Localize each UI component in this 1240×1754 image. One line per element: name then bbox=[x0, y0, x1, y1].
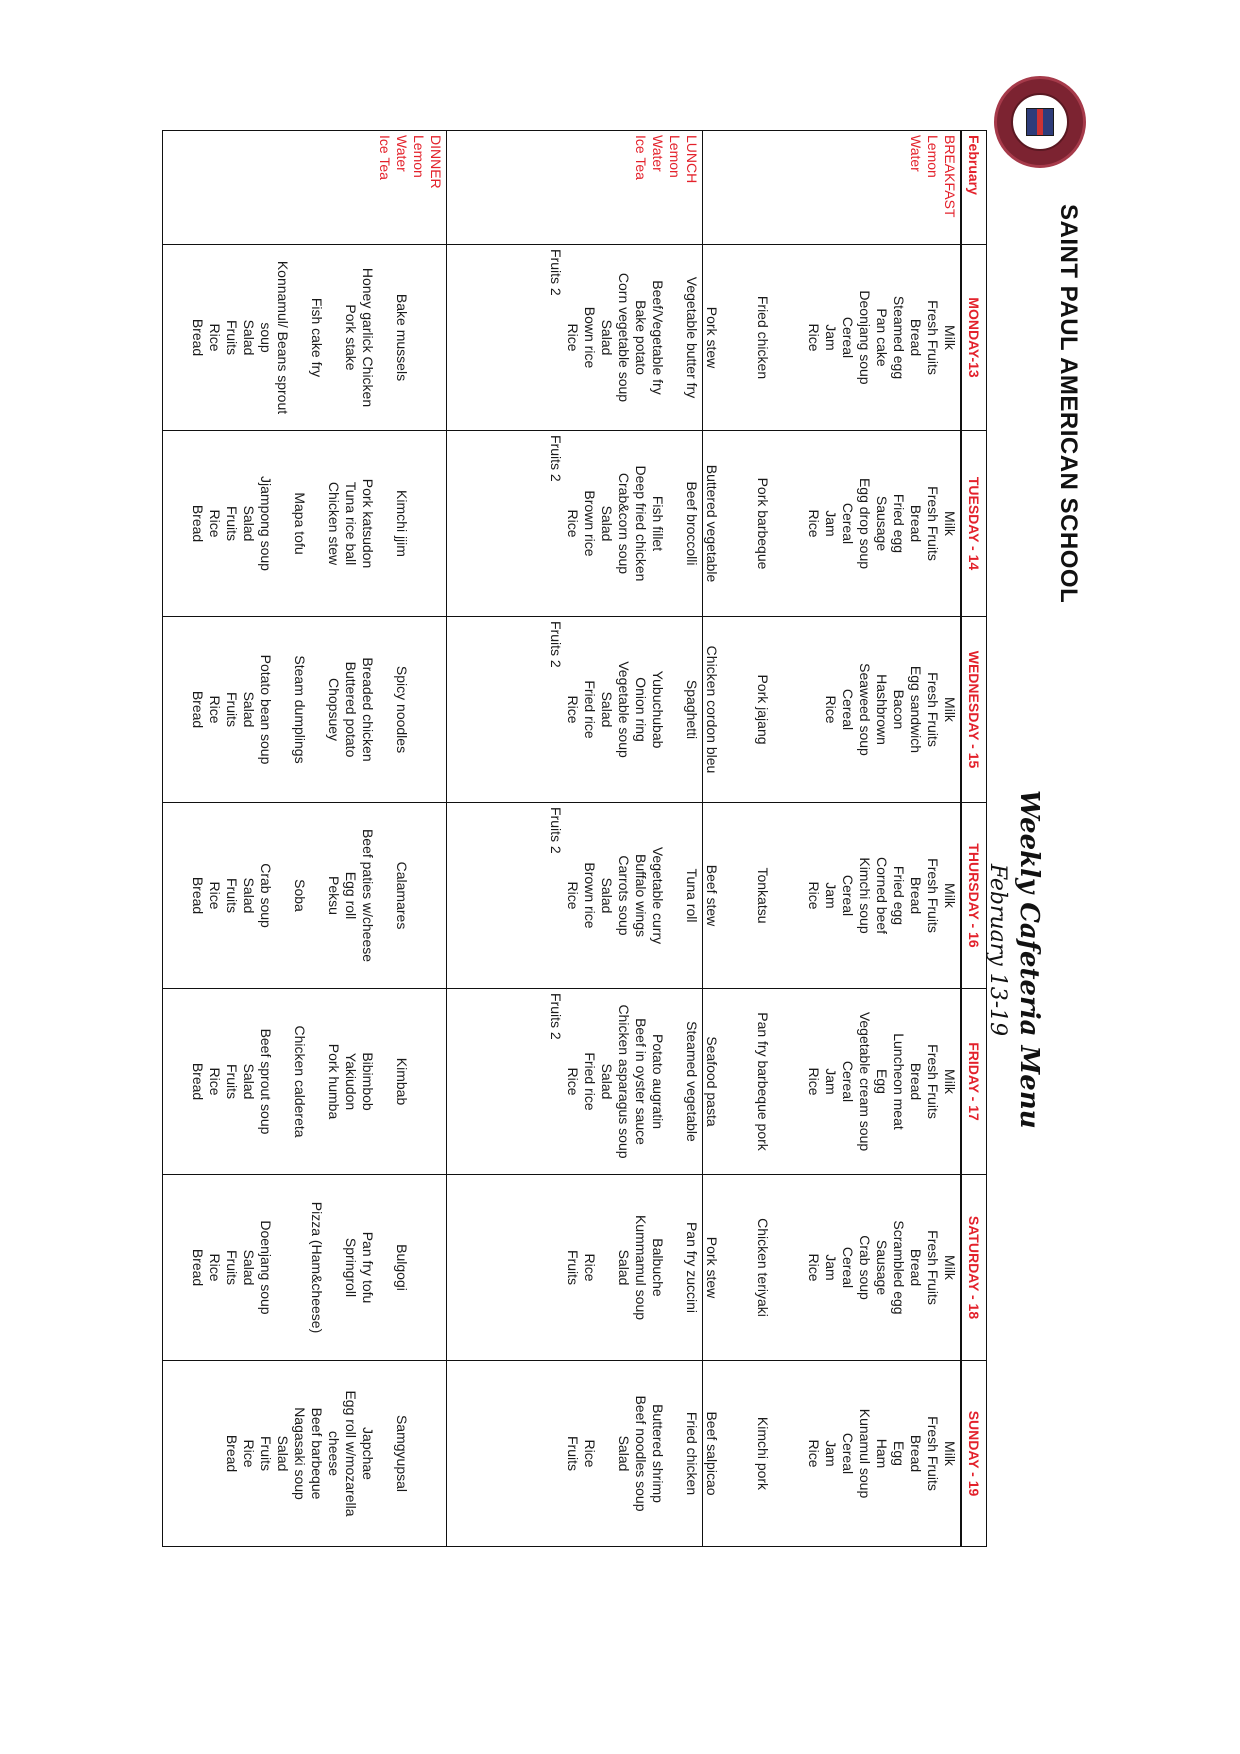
menu-item: Rice bbox=[806, 881, 822, 910]
school-logo-icon bbox=[994, 76, 1086, 168]
menu-item: Bown rice bbox=[582, 306, 598, 369]
breakfast-label-line: Lemon bbox=[925, 135, 941, 178]
menu-item: Pork stew bbox=[704, 1236, 720, 1299]
menu-item: Vegetable soup bbox=[616, 661, 632, 758]
menu-item: Fruits 2 bbox=[548, 621, 564, 668]
menu-item: Fish cake fry bbox=[309, 297, 325, 378]
logo-crest bbox=[1026, 108, 1054, 136]
menu-item: Salad bbox=[599, 1063, 615, 1100]
menu-item: Rice bbox=[241, 1439, 257, 1468]
menu-item: Fresh Fruits bbox=[925, 1416, 941, 1491]
menu-item: Seafood pasta bbox=[704, 1036, 720, 1127]
menu-item: Rice bbox=[207, 323, 223, 352]
menu-item: Rice bbox=[207, 1067, 223, 1096]
menu-item: Chicken stew bbox=[326, 481, 342, 566]
menu-item: Rice bbox=[565, 695, 581, 724]
menu-item: Rice bbox=[565, 881, 581, 910]
menu-item: Steamed vegetable bbox=[684, 1021, 700, 1142]
menu-item: Crab soup bbox=[258, 863, 274, 928]
menu-item: Fresh Fruits bbox=[925, 858, 941, 933]
menu-item: Deep fried chicken bbox=[633, 465, 649, 582]
menu-item: Salad bbox=[241, 691, 257, 728]
menu-dates: February 13-19 bbox=[985, 863, 1010, 1037]
menu-item: Deonjang soup bbox=[857, 290, 873, 385]
dinner-label-line: Lemon bbox=[411, 135, 427, 178]
menu-item: Bread bbox=[224, 1434, 240, 1473]
menu-item: Egg drop soup bbox=[857, 477, 873, 570]
menu-item: Hashbrown bbox=[874, 674, 890, 745]
menu-item: Jam bbox=[823, 1068, 839, 1095]
menu-item: Chopsuey bbox=[326, 677, 342, 742]
menu-item: Brown rice bbox=[582, 490, 598, 557]
menu-item: Springroll bbox=[343, 1237, 359, 1298]
menu-item: Kimchi pork bbox=[755, 1416, 771, 1491]
lunch-label-cell bbox=[447, 131, 703, 245]
menu-item: Fruits 2 bbox=[548, 807, 564, 854]
menu-item: Spicy noodles bbox=[394, 665, 410, 754]
menu-item: Bake mussels bbox=[394, 293, 410, 382]
menu-item: Jam bbox=[823, 324, 839, 351]
menu-item: Salad bbox=[241, 877, 257, 914]
menu-item: Rice bbox=[207, 1253, 223, 1282]
day-header: THURSDAY - 16 bbox=[961, 803, 987, 989]
menu-item: Potato augratin bbox=[650, 1034, 666, 1129]
menu-item: Nagasaki soup bbox=[292, 1407, 308, 1500]
menu-item: Pan fry barbeque pork bbox=[755, 1012, 771, 1151]
logo-ring bbox=[1011, 93, 1069, 151]
menu-item: Yakiudon bbox=[343, 1052, 359, 1111]
lunch-label-line: Lemon bbox=[667, 135, 683, 178]
menu-item: Cereal bbox=[840, 1246, 856, 1289]
menu-item: Bake potato bbox=[633, 300, 649, 375]
lunch-cell bbox=[447, 803, 703, 989]
lunch-cell bbox=[447, 617, 703, 803]
menu-item: Bacon bbox=[891, 689, 907, 730]
menu-item: Jam bbox=[823, 510, 839, 537]
menu-item: Seaweed soup bbox=[857, 663, 873, 756]
menu-item: Milk bbox=[942, 511, 958, 536]
breakfast-cell bbox=[703, 617, 962, 803]
menu-item: Fried chicken bbox=[755, 295, 771, 380]
menu-item: Buttered vegetable bbox=[704, 464, 720, 583]
dinner-cell bbox=[163, 617, 447, 803]
menu-item: Cereal bbox=[840, 688, 856, 731]
menu-item: Soba bbox=[292, 879, 308, 912]
menu-item: Bread bbox=[908, 504, 924, 543]
menu-item: Jam bbox=[823, 1254, 839, 1281]
menu-item: Beef sprout soup bbox=[258, 1028, 274, 1135]
menu-item: Fried egg bbox=[891, 493, 907, 554]
menu-item: Pork humba bbox=[326, 1043, 342, 1120]
lunch-cell bbox=[447, 1175, 703, 1361]
menu-item: Breaded chicken bbox=[360, 657, 376, 762]
lunch-label-line: Ice Tea bbox=[633, 135, 649, 180]
menu-item: Fried chicken bbox=[684, 1411, 700, 1496]
menu-item: Brown rice bbox=[582, 862, 598, 929]
menu-item: Fruits bbox=[224, 506, 240, 541]
breakfast-label-line: BREAKFAST bbox=[942, 135, 958, 218]
menu-item: Fresh Fruits bbox=[925, 1044, 941, 1119]
breakfast-label-line: Water bbox=[908, 135, 924, 172]
menu-item: Milk bbox=[942, 325, 958, 350]
menu-item: Fruits bbox=[224, 878, 240, 913]
dinner-cell bbox=[163, 803, 447, 989]
lunch-cell bbox=[447, 989, 703, 1175]
menu-item: Bread bbox=[908, 876, 924, 915]
menu-item: Beef/Vegetable fry bbox=[650, 280, 666, 395]
dinner-label-cell bbox=[163, 131, 447, 245]
menu-item: Rice bbox=[565, 509, 581, 538]
menu-item: Rice bbox=[565, 323, 581, 352]
menu-item: Salad bbox=[599, 877, 615, 914]
menu-item: Rice bbox=[582, 1439, 598, 1468]
menu-item: Fruits bbox=[224, 692, 240, 727]
menu-item: Fruits 2 bbox=[548, 249, 564, 296]
menu-item: Rice bbox=[806, 1253, 822, 1282]
day-header: MONDAY-13 bbox=[961, 245, 987, 431]
dinner-label-line: Ice Tea bbox=[377, 135, 393, 180]
menu-item: Salad bbox=[241, 1249, 257, 1286]
menu-item: Fish fillet bbox=[650, 495, 666, 552]
menu-item: Pan fry tofu bbox=[360, 1231, 376, 1304]
menu-item: Bread bbox=[190, 876, 206, 915]
menu-item: Tuna rice ball bbox=[343, 481, 359, 566]
menu-item: Jjampong soup bbox=[258, 476, 274, 571]
breakfast-cell bbox=[703, 431, 962, 617]
menu-item: Milk bbox=[942, 1255, 958, 1280]
menu-item: Samgyupsal bbox=[394, 1414, 410, 1493]
menu-item: Bulgogi bbox=[394, 1244, 410, 1291]
menu-item: Crab&corn soup bbox=[616, 472, 632, 575]
menu-table bbox=[162, 130, 987, 1547]
menu-item: Yubuchubab bbox=[650, 670, 666, 749]
menu-item: Honey garlick Chicken bbox=[360, 267, 376, 408]
menu-item: Rice bbox=[582, 1253, 598, 1282]
header-row bbox=[961, 131, 987, 1547]
menu-title: Weekly Cafeteria Menu bbox=[1014, 790, 1044, 1129]
breakfast-cell bbox=[703, 245, 962, 431]
breakfast-cell bbox=[703, 1361, 962, 1547]
lunch-cell bbox=[447, 1361, 703, 1547]
menu-item: Kimchi soup bbox=[857, 857, 873, 934]
breakfast-label-cell bbox=[703, 131, 962, 245]
menu-item: Sausage bbox=[874, 495, 890, 552]
day-header: TUESDAY - 14 bbox=[961, 431, 987, 617]
menu-item: Fresh Fruits bbox=[925, 672, 941, 747]
menu-item: Jam bbox=[823, 1440, 839, 1467]
menu-item: Spaghetti bbox=[684, 679, 700, 740]
lunch-cell bbox=[447, 431, 703, 617]
menu-item: Steam dumplings bbox=[292, 655, 308, 764]
menu-item: Fruits 2 bbox=[548, 993, 564, 1040]
menu-item: Pork barbeque bbox=[755, 477, 771, 570]
menu-item: Cereal bbox=[840, 874, 856, 917]
menu-item: Rice bbox=[565, 1067, 581, 1096]
menu-item: Milk bbox=[942, 883, 958, 908]
menu-item: Jam bbox=[823, 882, 839, 909]
menu-item: Salad bbox=[599, 691, 615, 728]
menu-item: Vegetable butter fry bbox=[684, 276, 700, 399]
menu-item: Salad bbox=[241, 505, 257, 542]
menu-item: Salad bbox=[599, 505, 615, 542]
menu-item: Egg roll bbox=[343, 871, 359, 920]
menu-item: Fried rice bbox=[582, 1052, 598, 1111]
menu-item: Bread bbox=[190, 690, 206, 729]
menu-item: Pork stew bbox=[704, 306, 720, 369]
menu-item: Beef stew bbox=[704, 864, 720, 927]
menu-item: Chicken caldereta bbox=[292, 1025, 308, 1138]
menu-item: Carrots soup bbox=[616, 855, 632, 936]
menu-item: Beef salpicao bbox=[704, 1411, 720, 1496]
menu-item: Salad bbox=[241, 319, 257, 356]
menu-item: Rice bbox=[806, 1067, 822, 1096]
menu-item: Beef barbeque bbox=[309, 1407, 325, 1500]
menu-item: Egg sandwich bbox=[908, 665, 924, 754]
menu-item: Fruits 2 bbox=[548, 435, 564, 482]
menu-item: Beef in oyster sauce bbox=[633, 1018, 649, 1145]
menu-item: Fruits bbox=[224, 1064, 240, 1099]
menu-item: Rice bbox=[806, 1439, 822, 1468]
menu-item: Fruits bbox=[224, 1250, 240, 1285]
menu-item: Tonkatsu bbox=[755, 867, 771, 924]
menu-item: Pork stake bbox=[343, 304, 359, 371]
menu-item: Crab soup bbox=[857, 1235, 873, 1300]
menu-item: Bread bbox=[908, 1062, 924, 1101]
lunch-cell bbox=[447, 245, 703, 431]
menu-item: Kunamul soup bbox=[857, 1408, 873, 1499]
menu-item: Rice bbox=[806, 509, 822, 538]
dinner-cell bbox=[163, 431, 447, 617]
menu-item: Vegetable cream soup bbox=[857, 1011, 873, 1152]
menu-item: Salad bbox=[616, 1435, 632, 1472]
dinner-cell bbox=[163, 1361, 447, 1547]
dinner-cell bbox=[163, 245, 447, 431]
menu-item: Rice bbox=[207, 509, 223, 538]
menu-item: Fresh Fruits bbox=[925, 300, 941, 375]
menu-item: Kummamul soup bbox=[633, 1214, 649, 1321]
menu-item: Sausage bbox=[874, 1239, 890, 1296]
menu-item: Bread bbox=[908, 1434, 924, 1473]
dinner-row bbox=[163, 131, 447, 1547]
menu-item: Rice bbox=[806, 323, 822, 352]
breakfast-cell bbox=[703, 1175, 962, 1361]
menu-item: Tuna roll bbox=[684, 868, 700, 923]
school-name: SAINT PAUL AMERICAN SCHOOL bbox=[1055, 204, 1082, 604]
menu-item: Pan cake bbox=[874, 308, 890, 367]
menu-item: Rice bbox=[207, 881, 223, 910]
menu-item: Milk bbox=[942, 1069, 958, 1094]
breakfast-cell bbox=[703, 989, 962, 1175]
dinner-label-line: DINNER bbox=[428, 135, 444, 189]
day-header: SUNDAY - 19 bbox=[961, 1361, 987, 1547]
menu-item: Fried egg bbox=[891, 865, 907, 926]
menu-item: Bread bbox=[190, 1062, 206, 1101]
menu-item: Chicken teriyaki bbox=[755, 1218, 771, 1317]
menu-item: Steamed egg bbox=[891, 295, 907, 380]
menu-item: Calamares bbox=[394, 861, 410, 930]
menu-item: Egg roll w/mozarella cheese bbox=[326, 1390, 359, 1517]
menu-item: Fruits bbox=[565, 1250, 581, 1285]
menu-item: Japchae bbox=[360, 1427, 376, 1480]
menu-item: Bread bbox=[190, 504, 206, 543]
menu-item: Fruits bbox=[258, 1436, 274, 1471]
day-header: SATURDAY - 18 bbox=[961, 1175, 987, 1361]
menu-item: Cereal bbox=[840, 316, 856, 359]
menu-item: Corned beef bbox=[874, 856, 890, 935]
menu-item: Egg bbox=[874, 1069, 890, 1094]
menu-item: Corn vegetable soup bbox=[616, 272, 632, 403]
menu-item: Bread bbox=[908, 318, 924, 357]
menu-item: Bread bbox=[908, 1248, 924, 1287]
menu-item: Luncheon meat bbox=[891, 1033, 907, 1130]
menu-item: Kimbab bbox=[394, 1057, 410, 1106]
menu-item: Doenjang soup bbox=[258, 1220, 274, 1315]
menu-item: Salad bbox=[275, 1435, 291, 1472]
menu-item: Milk bbox=[942, 1441, 958, 1466]
menu-item: Peksu bbox=[326, 876, 342, 915]
menu-item: Buttered shrimp bbox=[650, 1404, 666, 1503]
menu-item: Egg bbox=[891, 1441, 907, 1466]
menu-item: Bibimbob bbox=[360, 1052, 376, 1111]
menu-item: Pizza (Ham&cheese) bbox=[309, 1201, 325, 1334]
menu-item: Chicken asparagus soup bbox=[616, 1004, 632, 1159]
menu-item: Ham bbox=[874, 1438, 890, 1469]
menu-item: Beef noodles soup bbox=[633, 1395, 649, 1512]
menu-item: Scrambled egg bbox=[891, 1220, 907, 1315]
menu-item: Beef broccolli bbox=[684, 481, 700, 566]
menu-item: Fresh Fruits bbox=[925, 1230, 941, 1305]
menu-item: Rice bbox=[823, 695, 839, 724]
menu-item: Salad bbox=[241, 1063, 257, 1100]
menu-item: Bread bbox=[190, 318, 206, 357]
lunch-label-line: Water bbox=[650, 135, 666, 172]
menu-item: Salad bbox=[616, 1249, 632, 1286]
menu-item: Buttered potato bbox=[343, 661, 359, 758]
month-header: February bbox=[961, 131, 987, 245]
menu-item: Pan fry zuccini bbox=[684, 1221, 700, 1314]
menu-item: Cereal bbox=[840, 502, 856, 545]
menu-item: Fried rice bbox=[582, 680, 598, 739]
menu-item: Mapa tofu bbox=[292, 492, 308, 555]
menu-item: Buffalo wings bbox=[633, 853, 649, 937]
breakfast-cell bbox=[703, 803, 962, 989]
menu-item: Fruits bbox=[565, 1436, 581, 1471]
menu-item: Balbuche bbox=[650, 1238, 666, 1297]
menu-item: Milk bbox=[942, 697, 958, 722]
menu-item: Rice bbox=[207, 695, 223, 724]
dinner-cell bbox=[163, 1175, 447, 1361]
menu-item: Fresh Fruits bbox=[925, 486, 941, 561]
dinner-label-line: Water bbox=[394, 135, 410, 172]
menu-item: Onion ring bbox=[633, 677, 649, 742]
lunch-label-line: LUNCH bbox=[684, 135, 700, 184]
day-header: FRIDAY - 17 bbox=[961, 989, 987, 1175]
lunch-row bbox=[447, 131, 703, 1547]
menu-item: Bread bbox=[190, 1248, 206, 1287]
menu-item: Cereal bbox=[840, 1060, 856, 1103]
breakfast-row bbox=[703, 131, 962, 1547]
dinner-cell bbox=[163, 989, 447, 1175]
menu-item: Kimchi jjim bbox=[394, 490, 410, 557]
menu-item: Fruits bbox=[224, 320, 240, 355]
menu-item: Konnamul/ Beans sprout soup bbox=[258, 260, 291, 415]
day-header: WEDNESDAY - 15 bbox=[961, 617, 987, 803]
menu-item: Potato bean soup bbox=[258, 654, 274, 765]
menu-item: Pork katsudon bbox=[360, 478, 376, 569]
menu-item: Cereal bbox=[840, 1432, 856, 1475]
menu-item: Chicken cordon bleu bbox=[704, 645, 720, 774]
menu-item: Beef paties w/cheese bbox=[360, 828, 376, 963]
menu-item: Pork jajang bbox=[755, 674, 771, 745]
menu-item: Salad bbox=[599, 319, 615, 356]
menu-item: Vegetable curry bbox=[650, 846, 666, 945]
